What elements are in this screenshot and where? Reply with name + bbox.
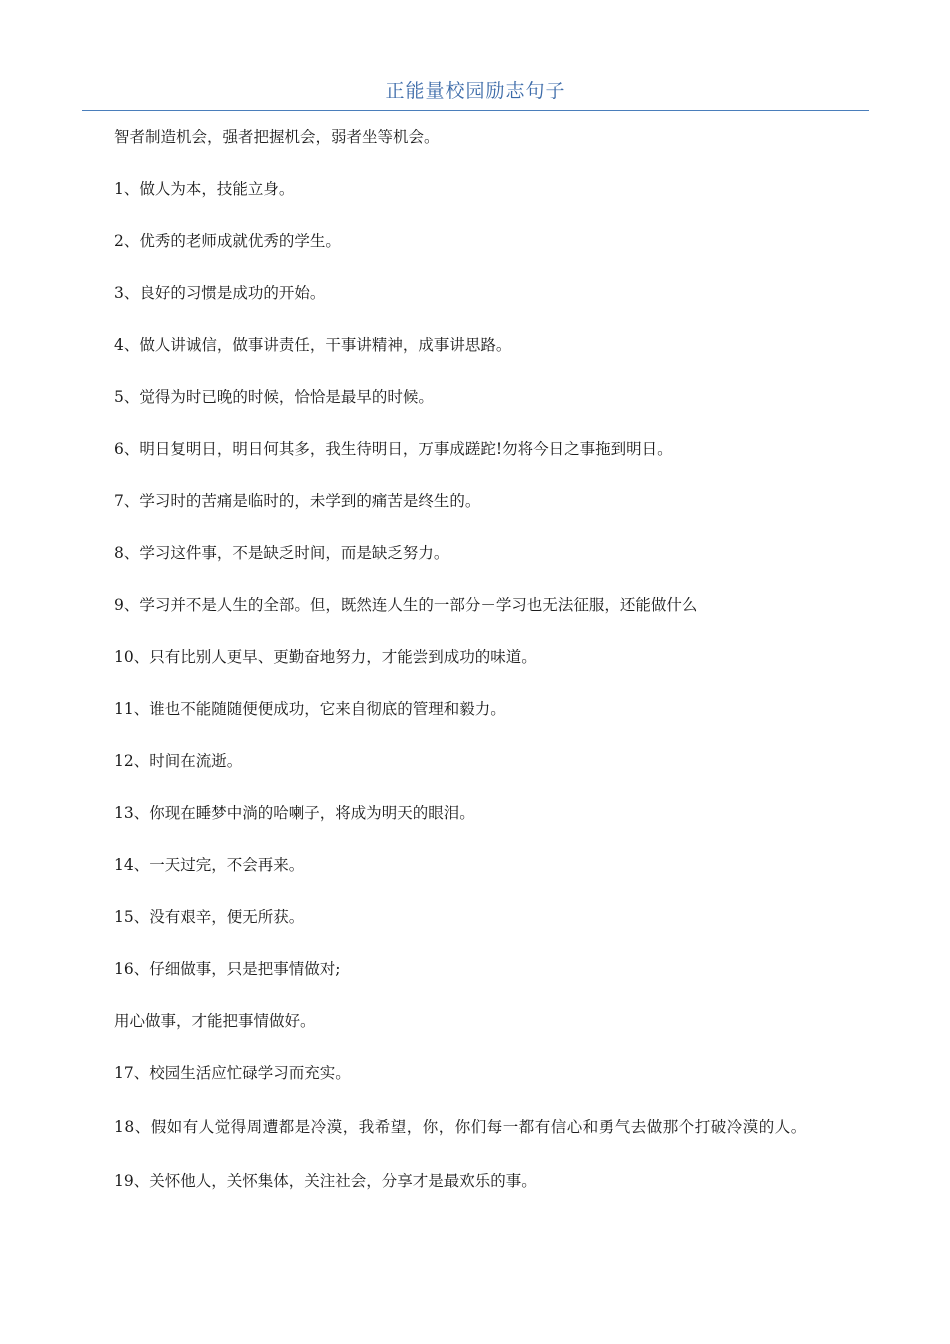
paragraph-13: 13、你现在睡梦中淌的哈喇子，将成为明天的眼泪。 bbox=[114, 804, 475, 822]
paragraph-15: 15、没有艰辛，便无所获。 bbox=[114, 908, 305, 926]
paragraph-16: 16、仔细做事，只是把事情做对; bbox=[114, 960, 341, 978]
page-title: 正能量校园励志句子 bbox=[385, 80, 566, 102]
page-header bbox=[82, 78, 869, 111]
document-body bbox=[82, 124, 869, 1194]
paragraph-6: 6、明日复明日，明日何其多，我生待明日，万事成蹉跎!勿将今日之事拖到明日。 bbox=[114, 440, 673, 458]
paragraph-18: 18、假如有人觉得周遭都是冷漠，我希望，你，你们每一都有信心和勇气去做那个打破冷漠的人。 bbox=[114, 1118, 807, 1136]
paragraph-4: 4、做人讲诚信，做事讲责任，干事讲精神，成事讲思路。 bbox=[114, 336, 512, 354]
paragraph-17: 17、校园生活应忙碌学习而充实。 bbox=[114, 1064, 351, 1082]
paragraph-9: 9、学习并不是人生的全部。但，既然连人生的一部分－学习也无法征服，还能做什么 bbox=[114, 596, 698, 614]
paragraph-5: 5、觉得为时已晚的时候，恰恰是最早的时候。 bbox=[114, 388, 434, 406]
paragraph-10: 10、只有比别人更早、更勤奋地努力，才能尝到成功的味道。 bbox=[114, 648, 537, 666]
paragraph-14: 14、一天过完，不会再来。 bbox=[114, 856, 305, 874]
paragraph-11: 11、谁也不能随随便便成功，它来自彻底的管理和毅力。 bbox=[114, 700, 506, 718]
paragraph-1: 1、做人为本，技能立身。 bbox=[114, 180, 295, 198]
paragraph-7: 7、学习时的苦痛是临时的，未学到的痛苦是终生的。 bbox=[114, 492, 481, 510]
paragraph-3: 3、良好的习惯是成功的开始。 bbox=[114, 284, 326, 302]
paragraph-12: 12、时间在流逝。 bbox=[114, 752, 243, 770]
paragraph-2: 2、优秀的老师成就优秀的学生。 bbox=[114, 232, 341, 250]
paragraph-16-continued: 用心做事，才能把事情做好。 bbox=[114, 1012, 316, 1030]
paragraph-intro: 智者制造机会，强者把握机会，弱者坐等机会。 bbox=[114, 128, 440, 146]
paragraph-8: 8、学习这件事，不是缺乏时间，而是缺乏努力。 bbox=[114, 544, 450, 562]
paragraph-19: 19、关怀他人，关怀集体，关注社会，分享才是最欢乐的事。 bbox=[114, 1172, 537, 1190]
